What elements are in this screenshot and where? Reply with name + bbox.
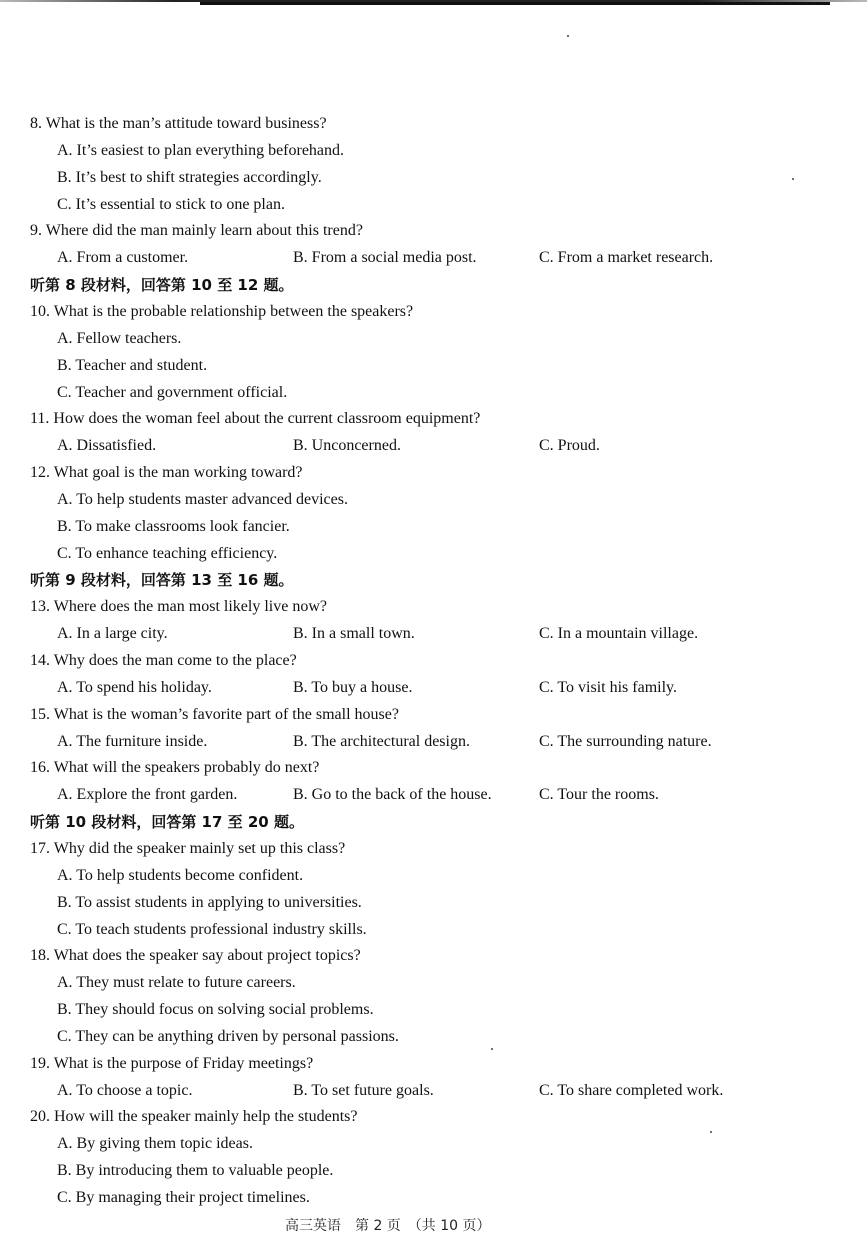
answer-option: A. To help students master advanced devices. xyxy=(57,491,348,508)
answer-option: B. From a social media post. xyxy=(293,249,477,266)
answer-option: B. Go to the back of the house. xyxy=(293,786,492,803)
answer-option: A. Fellow teachers. xyxy=(57,330,182,347)
answer-option: C. Teacher and government official. xyxy=(57,384,288,401)
answer-option: A. To choose a topic. xyxy=(57,1082,193,1099)
question-text: 8. What is the man’s attitude toward business? xyxy=(30,115,327,132)
answer-options-row xyxy=(0,248,867,268)
question-text: 14. Why does the man come to the place? xyxy=(30,652,297,669)
answer-option: B. To buy a house. xyxy=(293,679,413,696)
answer-option: C. The surrounding nature. xyxy=(539,733,712,750)
answer-option: C. In a mountain village. xyxy=(539,625,699,642)
answer-option: B. Teacher and student. xyxy=(57,357,208,374)
answer-option: A. Explore the front garden. xyxy=(57,786,238,803)
question-text: 16. What will the speakers probably do next? xyxy=(30,759,320,776)
answer-option: C. To teach students professional industry skills. xyxy=(57,921,367,938)
answer-option: C. To enhance teaching efficiency. xyxy=(57,545,278,562)
answer-option: B. They should focus on solving social problems. xyxy=(57,1001,374,1018)
answer-option: A. The furniture inside. xyxy=(57,733,208,750)
answer-option: B. To make classrooms look fancier. xyxy=(57,518,290,535)
answer-option: A. It’s easiest to plan everything beforehand. xyxy=(57,142,345,159)
question-text: 15. What is the woman’s favorite part of the small house? xyxy=(30,706,399,723)
answer-option: A. Dissatisfied. xyxy=(57,437,157,454)
answer-options-row xyxy=(0,624,867,644)
answer-option: B. To assist students in applying to universities. xyxy=(57,894,362,911)
answer-option: A. From a customer. xyxy=(57,249,189,266)
answer-option: B. It’s best to shift strategies accordingly. xyxy=(57,169,322,186)
section-instruction: 听第 9 段材料，回答第 13 至 16 题。 xyxy=(30,571,294,589)
answer-option: A. To help students become confident. xyxy=(57,867,304,884)
scan-speck xyxy=(710,1131,712,1133)
section-instruction: 听第 10 段材料，回答第 17 至 20 题。 xyxy=(30,813,304,831)
question-text: 18. What does the speaker say about project topics? xyxy=(30,947,361,964)
question-text: 20. How will the speaker mainly help the students? xyxy=(30,1108,358,1125)
answer-option: C. To visit his family. xyxy=(539,679,677,696)
answer-option: C. Proud. xyxy=(539,437,600,454)
answer-options-row xyxy=(0,785,867,805)
answer-option: C. It’s essential to stick to one plan. xyxy=(57,196,285,213)
scan-speck xyxy=(491,1048,493,1050)
question-text: 17. Why did the speaker mainly set up this class? xyxy=(30,840,346,857)
answer-option: A. They must relate to future careers. xyxy=(57,974,296,991)
answer-option: A. By giving them topic ideas. xyxy=(57,1135,253,1152)
answer-option: A. In a large city. xyxy=(57,625,168,642)
section-instruction: 听第 8 段材料，回答第 10 至 12 题。 xyxy=(30,276,294,294)
answer-option: B. By introducing them to valuable people. xyxy=(57,1162,334,1179)
answer-option: C. They can be anything driven by personal passions. xyxy=(57,1028,399,1045)
answer-options-row xyxy=(0,436,867,456)
answer-options-row xyxy=(0,678,867,698)
question-text: 13. Where does the man most likely live now? xyxy=(30,598,327,615)
page-footer: 高三英语 第 2 页 （共 10 页） xyxy=(285,1218,491,1234)
question-text: 11. How does the woman feel about the current classroom equipment? xyxy=(30,410,481,427)
answer-option: B. The architectural design. xyxy=(293,733,470,750)
scan-speck xyxy=(792,178,794,180)
question-text: 12. What goal is the man working toward? xyxy=(30,464,303,481)
question-text: 10. What is the probable relationship between the speakers? xyxy=(30,303,414,320)
answer-option: B. To set future goals. xyxy=(293,1082,434,1099)
answer-option: A. To spend his holiday. xyxy=(57,679,212,696)
answer-option: C. To share completed work. xyxy=(539,1082,724,1099)
question-text: 9. Where did the man mainly learn about this trend? xyxy=(30,222,363,239)
answer-option: C. Tour the rooms. xyxy=(539,786,659,803)
answer-options-row xyxy=(0,1081,867,1101)
question-text: 19. What is the purpose of Friday meetings? xyxy=(30,1055,314,1072)
answer-option: B. In a small town. xyxy=(293,625,415,642)
answer-options-row xyxy=(0,732,867,752)
answer-option: B. Unconcerned. xyxy=(293,437,401,454)
answer-option: C. From a market research. xyxy=(539,249,714,266)
scan-speck xyxy=(567,35,569,37)
answer-option: C. By managing their project timelines. xyxy=(57,1189,310,1206)
